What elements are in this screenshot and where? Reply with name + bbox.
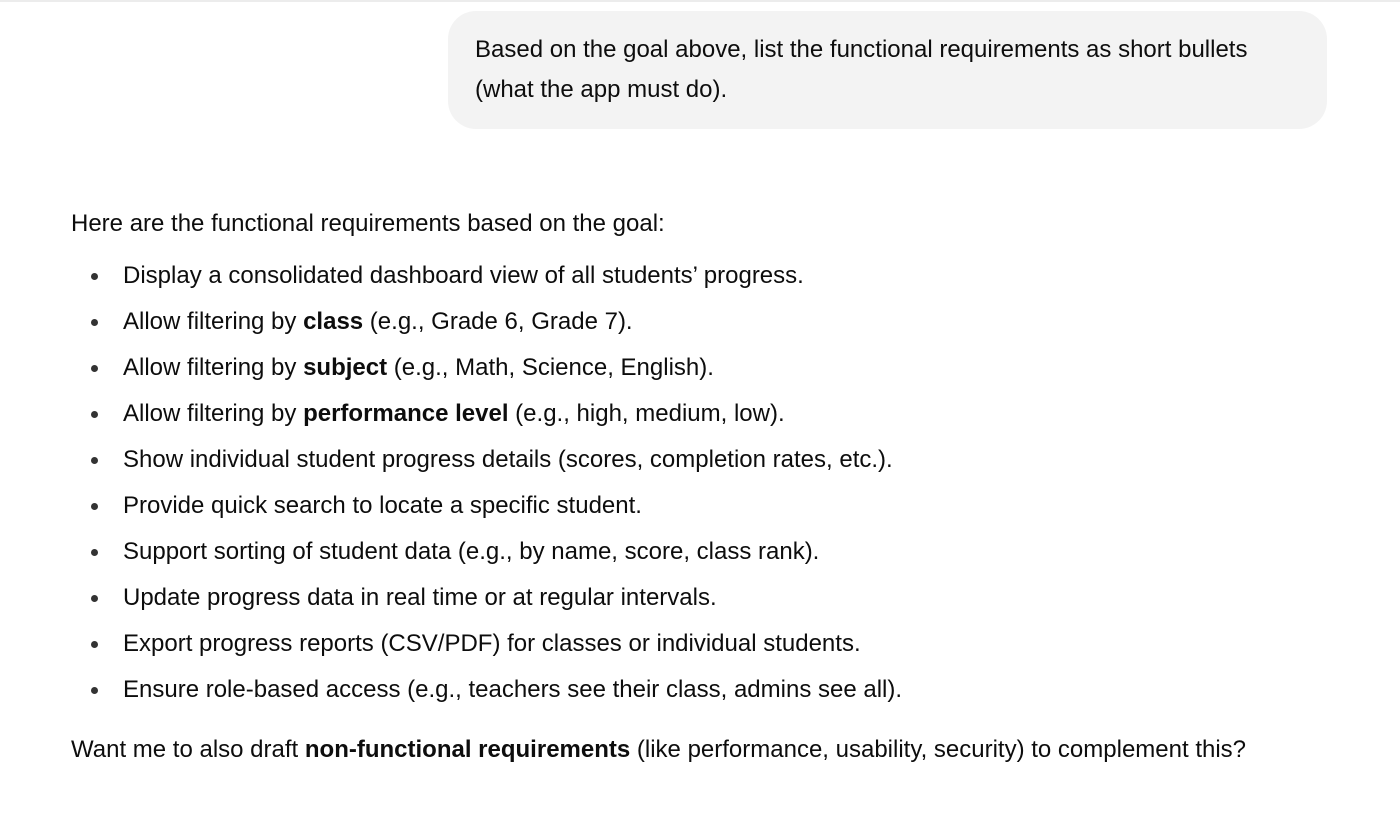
item-text: Export progress reports (CSV/PDF) for classes or individual students. — [123, 630, 861, 657]
user-message-bubble — [448, 11, 1327, 129]
list-item — [71, 621, 902, 667]
item-text: Update progress data in real time or at regular intervals. — [123, 584, 717, 611]
list-item — [71, 529, 902, 575]
bullet-icon — [91, 641, 98, 648]
assistant-intro: Here are the functional requirements based on the goal: — [71, 210, 665, 237]
list-item — [71, 575, 902, 621]
list-item — [71, 299, 902, 345]
followup-text: Want me to also draft — [71, 736, 305, 763]
bullet-icon — [91, 503, 98, 510]
bullet-icon — [91, 319, 98, 326]
list-item — [71, 345, 902, 391]
item-bold: performance level — [303, 400, 509, 427]
assistant-followup — [71, 727, 1331, 773]
item-text: Provide quick search to locate a specific student. — [123, 492, 642, 519]
item-text: Display a consolidated dashboard view of all students’ progress. — [123, 262, 804, 289]
item-text: Allow filtering by — [123, 400, 304, 427]
item-text: Ensure role-based access (e.g., teachers see their class, admins see all). — [123, 676, 903, 703]
item-text: Allow filtering by — [123, 308, 304, 335]
bullet-icon — [91, 687, 98, 694]
requirements-list — [71, 253, 902, 713]
bullet-icon — [91, 457, 98, 464]
item-text: Show individual student progress details (scores, completion rates, etc.). — [123, 446, 893, 473]
item-bold: class — [303, 308, 364, 335]
bullet-icon — [91, 411, 98, 418]
item-bold: subject — [303, 354, 388, 381]
item-text-end: (e.g., Math, Science, English). — [387, 354, 714, 381]
list-item — [71, 667, 902, 713]
list-item — [71, 437, 902, 483]
bullet-icon — [91, 549, 98, 556]
bullet-icon — [91, 595, 98, 602]
list-item — [71, 391, 902, 437]
bullet-icon — [91, 273, 98, 280]
item-text: Allow filtering by — [123, 354, 304, 381]
user-message-text: Based on the goal above, list the functional requirements as short bullets (what the app must do). — [475, 36, 1248, 103]
followup-bold: non-functional requirements — [304, 736, 631, 763]
followup-text-end: (like performance, usability, security) to complement this? — [630, 736, 1247, 763]
item-text-end: (e.g., high, medium, low). — [508, 400, 785, 427]
item-text-end: (e.g., Grade 6, Grade 7). — [363, 308, 633, 335]
list-item — [71, 253, 902, 299]
bullet-icon — [91, 365, 98, 372]
list-item — [71, 483, 902, 529]
top-divider — [0, 0, 1400, 2]
item-text: Support sorting of student data (e.g., by name, score, class rank). — [123, 538, 820, 565]
